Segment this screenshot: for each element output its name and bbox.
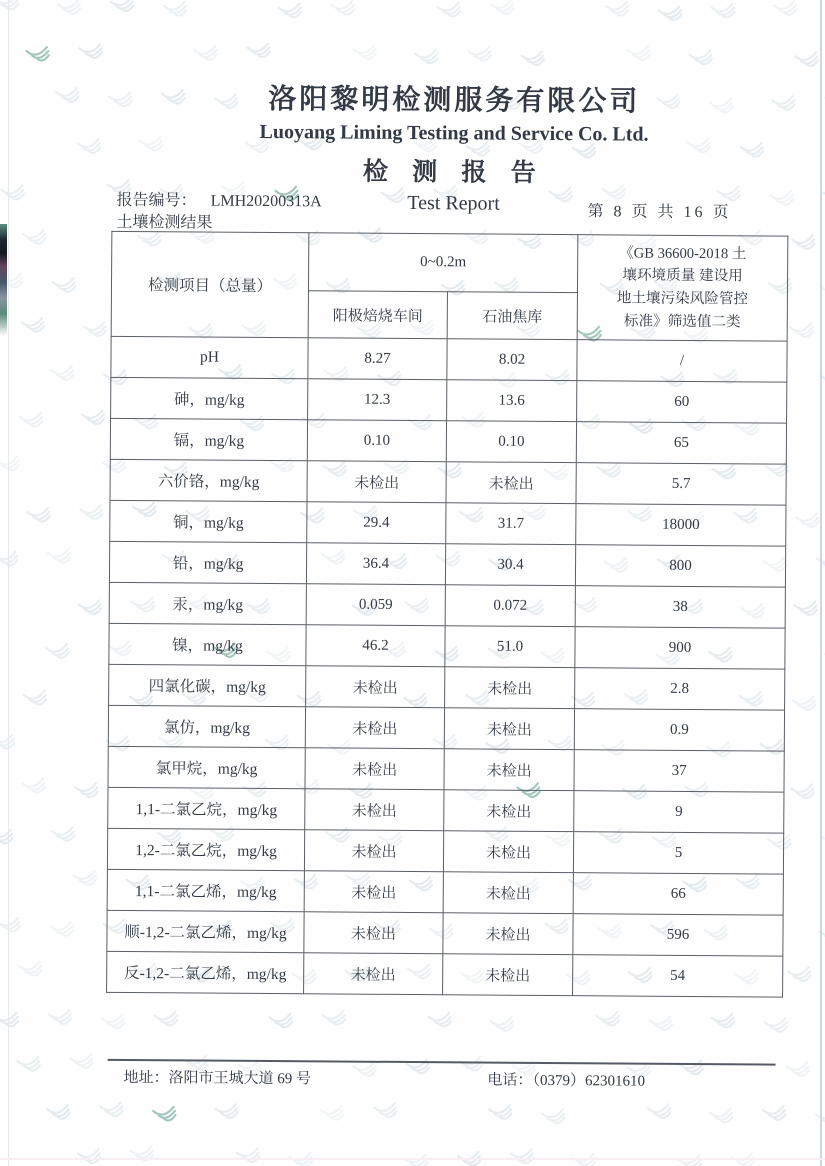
workshop-value-cell: 29.4 — [307, 502, 446, 544]
item-cell: 六价铬，mg/kg — [110, 459, 307, 501]
scan-artifact-bottom-line — [0, 1158, 825, 1160]
workshop-value-cell: 未检出 — [305, 707, 444, 749]
item-cell: 铅，mg/kg — [109, 541, 306, 583]
location-header-coke: 石油焦库 — [447, 292, 577, 340]
workshop-value-cell: 未检出 — [304, 953, 443, 995]
coke-value-cell: 未检出 — [444, 749, 574, 791]
item-cell: 砷，mg/kg — [111, 377, 308, 419]
page-indicator: 第 8 页 共 16 页 — [587, 203, 732, 222]
limit-value-cell: 18000 — [576, 504, 786, 546]
table-row — [110, 500, 786, 546]
limit-value-cell: 900 — [575, 627, 785, 669]
coke-value-cell: 51.0 — [445, 626, 575, 668]
standard-limit-header: 《GB 36600-2018 土 壤环境质量 建设用 地土壤污染风险管控 标准》筛选值二类 — [577, 235, 788, 341]
workshop-value-cell: 未检出 — [305, 748, 444, 790]
table-row — [109, 623, 785, 669]
table-row — [107, 828, 783, 874]
scan-artifact-right-line — [820, 0, 822, 1166]
workshop-value-cell: 未检出 — [304, 830, 443, 872]
workshop-value-cell: 未检出 — [307, 461, 446, 503]
workshop-value-cell: 12.3 — [308, 379, 447, 421]
coke-value-cell: 31.7 — [446, 503, 576, 545]
workshop-value-cell: 0.059 — [306, 584, 445, 626]
results-table — [106, 231, 788, 998]
table-row — [109, 664, 785, 710]
coke-value-cell: 未检出 — [444, 708, 574, 750]
workshop-value-cell: 8.27 — [308, 338, 447, 380]
workshop-value-cell: 未检出 — [304, 871, 443, 913]
limit-value-cell: 800 — [575, 545, 785, 587]
table-row — [108, 787, 784, 833]
company-name-en: Luoyang Liming Testing and Service Co. Ltd. — [259, 120, 649, 146]
table-row — [109, 582, 785, 628]
table-row — [107, 910, 783, 956]
item-cell: 反-1,2-二氯乙烯，mg/kg — [107, 951, 304, 993]
limit-value-cell: 5 — [573, 832, 783, 874]
workshop-value-cell: 未检出 — [304, 912, 443, 954]
limit-value-cell: 60 — [577, 381, 787, 423]
report-number-line — [117, 190, 322, 213]
table-row — [108, 705, 784, 751]
workshop-value-cell: 36.4 — [306, 543, 445, 585]
footer-address: 地址：洛阳市王城大道 69 号 — [123, 1070, 312, 1088]
workshop-value-cell: 未检出 — [306, 666, 445, 708]
coke-value-cell: 0.072 — [445, 585, 575, 627]
item-column-header: 检测项目（总量） — [111, 231, 309, 337]
coke-value-cell: 0.10 — [446, 421, 576, 463]
coke-value-cell: 未检出 — [445, 667, 575, 709]
limit-value-cell: / — [577, 340, 787, 382]
table-row — [107, 869, 783, 915]
coke-value-cell: 未检出 — [443, 831, 573, 873]
item-cell: 1,1-二氯乙烷，mg/kg — [108, 787, 305, 829]
coke-value-cell: 未检出 — [446, 462, 576, 504]
table-row — [108, 746, 784, 792]
table-row — [110, 459, 786, 505]
item-cell: 顺-1,2-二氯乙烯，mg/kg — [107, 910, 304, 952]
item-cell: 1,2-二氯乙烷，mg/kg — [107, 828, 304, 870]
scan-artifact-left-line — [8, 0, 9, 1166]
item-cell: 汞，mg/kg — [109, 582, 306, 624]
limit-value-cell: 0.9 — [574, 709, 784, 751]
limit-value-cell: 38 — [575, 586, 785, 628]
table-row — [111, 377, 787, 423]
footer-phone: 电话：（0379）62301610 — [487, 1072, 646, 1090]
report-number-label: 报告编号： — [116, 191, 197, 210]
item-cell: 氯仿，mg/kg — [108, 705, 305, 747]
item-cell: pH — [111, 336, 308, 378]
scan-artifact-left-strip — [0, 224, 7, 336]
item-cell: 四氯化碳，mg/kg — [109, 664, 306, 706]
footer-divider — [108, 1059, 776, 1066]
location-header-workshop: 阳极焙烧车间 — [308, 291, 447, 339]
table-row — [109, 541, 785, 587]
depth-header: 0~0.2m — [308, 233, 577, 293]
limit-value-cell: 2.8 — [575, 668, 785, 710]
coke-value-cell: 未检出 — [443, 954, 573, 996]
workshop-value-cell: 0.10 — [307, 420, 446, 462]
coke-value-cell: 13.6 — [447, 380, 577, 422]
item-cell: 铜，mg/kg — [110, 500, 307, 542]
item-cell: 镍，mg/kg — [109, 623, 306, 665]
report-number-value: LMH20200313A — [210, 192, 322, 211]
coke-value-cell: 8.02 — [447, 339, 577, 381]
workshop-value-cell: 46.2 — [306, 625, 445, 667]
limit-value-cell: 65 — [576, 422, 786, 464]
coke-value-cell: 未检出 — [443, 872, 573, 914]
limit-value-cell: 596 — [573, 914, 783, 956]
table-row — [107, 951, 783, 997]
report-meta — [116, 190, 321, 235]
limit-value-cell: 37 — [574, 750, 784, 792]
coke-value-cell: 未检出 — [443, 913, 573, 955]
limit-value-cell: 9 — [574, 791, 784, 833]
limit-value-cell: 66 — [573, 873, 783, 915]
report-title-cn: 检 测 报 告 — [362, 158, 545, 187]
report-footer — [0, 1065, 818, 1090]
section-title: 土壤检测结果 — [116, 213, 213, 232]
limit-value-cell: 54 — [573, 955, 783, 997]
item-cell: 镉，mg/kg — [110, 418, 307, 460]
table-row — [111, 336, 787, 382]
table-header-row-1 — [111, 231, 787, 294]
company-name-cn: 洛阳黎明检测服务有限公司 — [268, 83, 641, 118]
table-row — [110, 418, 786, 464]
item-cell: 氯甲烷，mg/kg — [108, 746, 305, 788]
workshop-value-cell: 未检出 — [305, 789, 444, 831]
coke-value-cell: 30.4 — [445, 544, 575, 586]
limit-value-cell: 5.7 — [576, 463, 786, 505]
report-title-en: Test Report — [407, 191, 500, 215]
item-cell: 1,1-二氯乙烯，mg/kg — [107, 869, 304, 911]
coke-value-cell: 未检出 — [444, 790, 574, 832]
